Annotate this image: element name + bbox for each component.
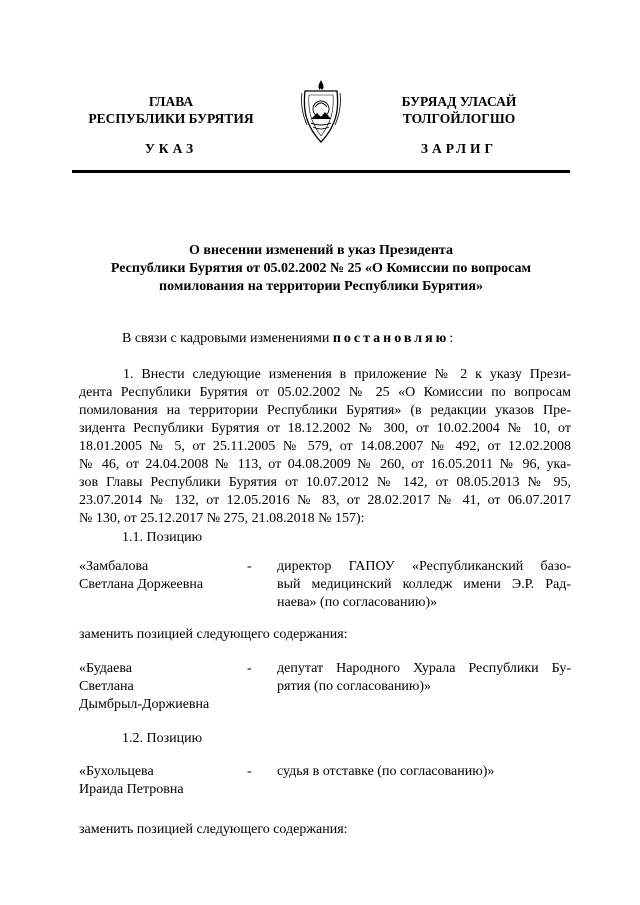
replace-line-1: заменить позицией следующего содержания:: [79, 627, 348, 642]
paragraph-line: 23.07.2014 № 132, от 12.05.2016 № 83, от 28.02.2017 № 41, от 06.07.2017: [79, 493, 571, 508]
item-1-1-heading: 1.1. Позицию: [122, 530, 203, 545]
entry-3-description: [277, 763, 571, 781]
entry-2-name: [79, 660, 209, 714]
name-line: «Будаева: [79, 661, 132, 676]
intro-paragraph: [122, 330, 453, 348]
title-line: помилования на территории Республики Бурятия»: [159, 279, 483, 294]
intro-emphasis: постановляю: [332, 331, 450, 346]
entry-3-name: [79, 763, 184, 799]
paragraph-line: зов Главы Республики Бурятия от 10.07.2012 № 142, от 08.05.2013 № 95,: [79, 475, 571, 490]
description-line: рятия (по согласованию)»: [277, 679, 432, 694]
item-1-2-heading: 1.2. Позицию: [122, 731, 203, 746]
coat-of-arms-icon: [299, 79, 343, 145]
document-title: [72, 242, 570, 296]
entry-1-name: [79, 558, 203, 594]
paragraph-line: дента Республики Бурятия от 05.02.2002 № 25 «О Комиссии по вопросам: [79, 385, 571, 400]
title-line: О внесении изменений в указ Президента: [189, 243, 453, 258]
name-line: Ираида Петровна: [79, 782, 184, 797]
entry-2-dash: -: [247, 661, 252, 676]
header-right-line1: БУРЯАД УЛАСАЙ: [401, 94, 517, 109]
name-line: Дымбрыл-Доржиевна: [79, 697, 210, 712]
title-line: Республики Бурятия от 05.02.2002 № 25 «О Комиссии по вопросам: [110, 261, 532, 276]
entry-3-dash: -: [247, 764, 252, 779]
description-line: вый медицинский колледж имени Э.Р. Рад-: [277, 577, 571, 592]
entry-1-dash: -: [247, 559, 252, 574]
paragraph-line: № 46, от 24.04.2008 № 113, от 04.08.2009 № 260, от 16.05.2011 № 96, ука-: [79, 457, 571, 472]
entry-2-description: [277, 660, 571, 696]
replace-line-2: заменить позицией следующего содержания:: [79, 822, 348, 837]
paragraph-line: 1. Внести следующие изменения в приложение № 2 к указу Прези-: [123, 367, 571, 382]
entry-1-description: [277, 558, 571, 612]
description-line: директор ГАПОУ «Республиканский базо-: [277, 559, 571, 574]
header-divider: [72, 170, 570, 173]
intro-tail: :: [449, 331, 454, 346]
name-line: «Замбалова: [79, 559, 149, 574]
paragraph-line: помилования на территории Республики Бурятия» (в редакции указов Пре-: [79, 403, 571, 418]
paragraph-line: № 130, от 25.12.2017 № 275, 21.08.2018 № 157):: [79, 511, 365, 526]
header-left-line2: РЕСПУБЛИКИ БУРЯТИЯ: [88, 111, 254, 126]
header-right: [350, 93, 568, 127]
header-left: [62, 93, 280, 127]
name-line: Светлана Доржеевна: [79, 577, 204, 592]
description-line: депутат Народного Хурала Республики Бу-: [277, 661, 571, 676]
description-line: судья в отставке (по согласованию)»: [277, 764, 495, 779]
header-left-line1: ГЛАВА: [148, 94, 194, 109]
intro-text: В связи с кадровыми изменениями: [122, 331, 333, 346]
decree-label-ru: УКАЗ: [144, 141, 198, 156]
description-line: наева» (по согласованию)»: [277, 595, 438, 610]
decree-label-bua: ЗАРЛИГ: [420, 141, 498, 156]
name-line: Светлана: [79, 679, 134, 694]
paragraph-1: [79, 366, 571, 528]
name-line: «Бухольцева: [79, 764, 154, 779]
paragraph-line: зидента Республики Бурятия от 18.12.2002 № 300, от 10.02.2004 № 10, от: [79, 421, 571, 436]
header-right-line2: ТОЛГОЙЛОГШО: [402, 111, 516, 126]
paragraph-line: 18.01.2005 № 5, от 25.11.2005 № 579, от 14.08.2007 № 492, от 12.02.2008: [79, 439, 571, 454]
